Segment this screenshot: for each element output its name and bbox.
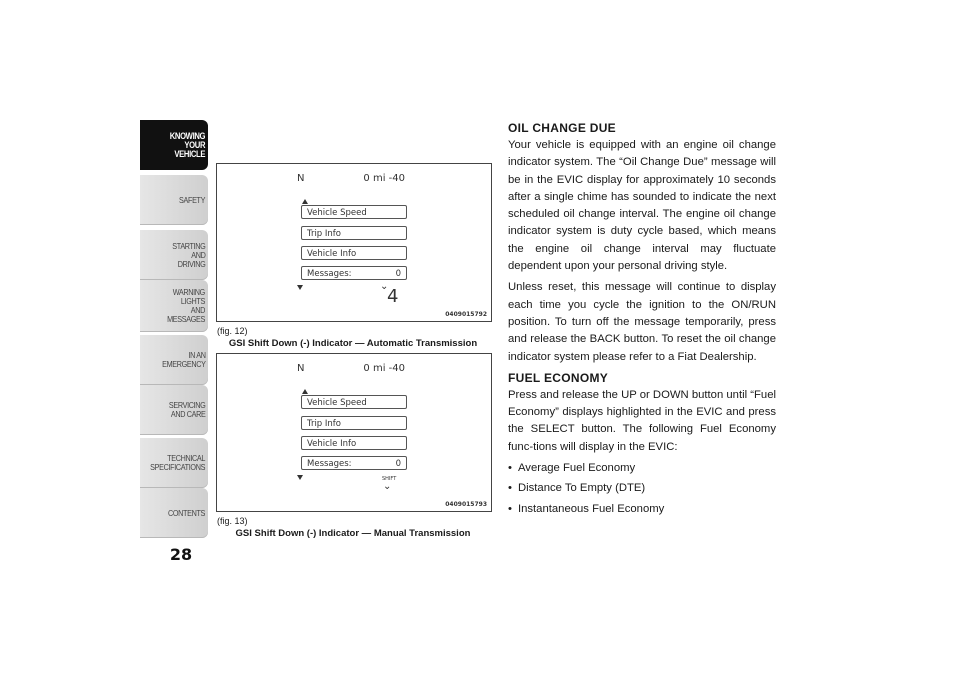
paragraph: Your vehicle is equipped with an engine oil change indicator system. The “Oil Change Due” message will be in the EVIC display for approximately 10 seconds after a single chime has sounded to indicate the next scheduled oil change interval. The engine oil change indicator system is duty cycle based, which means the engine oil change interval may fluctuate dependent upon your personal driving style. <box>508 139 776 273</box>
messages-label: Messages: <box>307 269 352 279</box>
menu-item-messages <box>301 456 407 470</box>
page-number: 28 <box>169 545 193 564</box>
section-heading-fuel-economy: FUEL ECONOMY <box>508 370 609 385</box>
menu-item-vehicle-speed: Vehicle Speed <box>301 205 407 219</box>
tab-label: STARTING AND DRIVING <box>172 240 206 269</box>
paragraph: Press and release the UP or DOWN button until “Fuel Economy” displays highlighted in the EVIC and press the SELECT button. The following Fuel Economy func-tions will display in the EVIC: <box>508 388 776 453</box>
down-arrow-icon <box>297 475 303 480</box>
figure-label: (fig. 12) <box>217 326 248 336</box>
figure-12-evic-display <box>216 163 492 322</box>
figure-caption: GSI Shift Down (-) Indicator — Manual Transmission <box>235 528 471 539</box>
tab-label: SERVICING AND CARE <box>168 400 206 419</box>
gear-indicator: N <box>297 363 305 374</box>
fuel-economy-list <box>508 460 776 518</box>
tab-label: CONTENTS <box>168 507 206 518</box>
list-item: • Distance To Empty (DTE) <box>508 480 776 497</box>
figure-caption: GSI Shift Down (-) Indicator — Automatic Transmission <box>228 338 478 349</box>
menu-item-messages <box>301 266 407 280</box>
tab-knowing-your-vehicle[interactable] <box>140 120 208 170</box>
shift-down-chevron-icon: ⌄ <box>383 481 392 492</box>
tab-servicing-and-care[interactable] <box>140 385 208 435</box>
up-arrow-icon <box>302 199 308 204</box>
messages-count: 0 <box>395 269 401 279</box>
list-item: • Average Fuel Economy <box>508 460 776 477</box>
tab-label: WARNING LIGHTS AND MESSAGES <box>167 287 206 324</box>
menu-item-trip-info: Trip Info <box>301 226 407 240</box>
figure-code: 0409015792 <box>445 311 487 318</box>
tab-warning-lights[interactable] <box>140 280 208 332</box>
tab-in-an-emergency[interactable] <box>140 335 208 385</box>
menu-item-vehicle-info: Vehicle Info <box>301 246 407 260</box>
menu-item-trip-info: Trip Info <box>301 416 407 430</box>
evic-screen <box>289 359 419 499</box>
menu-item-vehicle-speed: Vehicle Speed <box>301 395 407 409</box>
tab-safety[interactable] <box>140 175 208 225</box>
gear-indicator: N <box>297 173 305 184</box>
tab-technical-specifications[interactable] <box>140 438 208 488</box>
paragraph: Unless reset, this message will continue to display each time you cycle the ignition to the ON/RUN position. To turn off the message temporarily, press and release the BACK button. To reset the oil change indicator system please refer to a Fiat Dealership. <box>508 281 776 363</box>
odometer-readout: 0 mi -40 <box>363 363 405 374</box>
figure-label: (fig. 13) <box>217 516 248 526</box>
tab-label: IN AN EMERGENCY <box>161 350 206 369</box>
tab-label: KNOWING YOUR VEHICLE <box>170 130 206 159</box>
down-arrow-icon <box>297 285 303 290</box>
evic-screen <box>289 169 419 309</box>
messages-count: 0 <box>395 459 401 469</box>
odometer-readout: 0 mi -40 <box>363 173 405 184</box>
shift-down-chevron-icon: ⌄ <box>380 281 389 292</box>
shift-gear-indicator: 4 <box>387 286 399 307</box>
list-item: • Instantaneous Fuel Economy <box>508 501 776 518</box>
section-heading-oil-change-due: OIL CHANGE DUE <box>508 121 616 135</box>
tab-contents[interactable] <box>140 488 208 538</box>
figure-code: 0409015793 <box>445 501 487 508</box>
messages-label: Messages: <box>307 459 352 469</box>
menu-item-vehicle-info: Vehicle Info <box>301 436 407 450</box>
tab-label: SAFETY <box>179 194 206 205</box>
figure-13-evic-display <box>216 353 492 512</box>
up-arrow-icon <box>302 389 308 394</box>
body-text-column <box>508 120 776 521</box>
tab-label: TECHNICAL SPECIFICATIONS <box>150 453 206 472</box>
shift-indicator-text: SHIFT <box>382 476 397 482</box>
tab-starting-and-driving[interactable] <box>140 230 208 280</box>
